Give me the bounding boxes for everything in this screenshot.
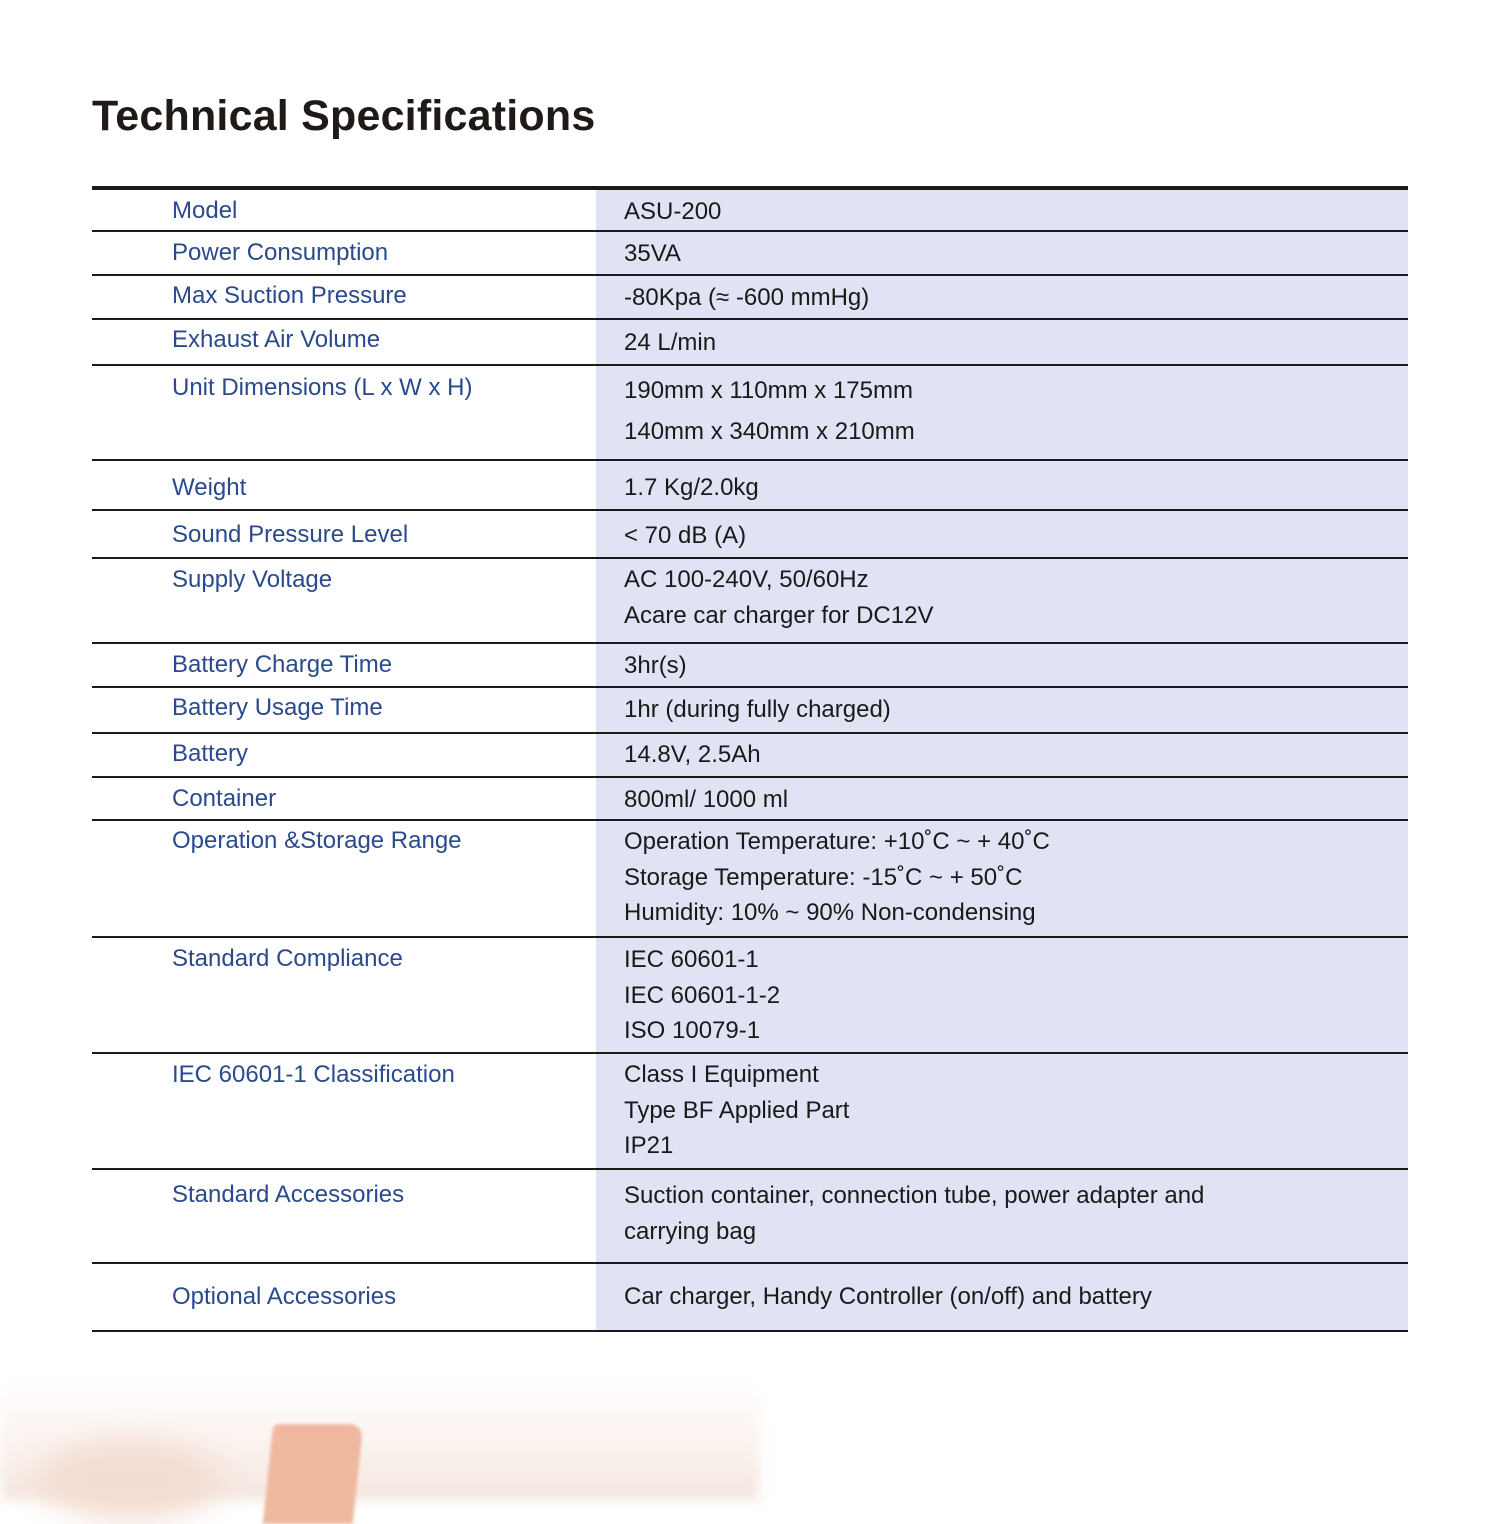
spec-value-line: ASU-200 [624, 198, 722, 225]
spec-row [92, 1170, 1408, 1264]
spec-value-line: IP21 [624, 1132, 674, 1159]
spec-value [596, 938, 1408, 1052]
spec-row [92, 938, 1408, 1054]
spec-value-line: 1.7 Kg/2.0kg [624, 474, 759, 501]
spec-value [596, 366, 1408, 459]
spec-label: Battery [92, 734, 596, 776]
spec-label: Container [92, 778, 596, 819]
spec-label: Unit Dimensions (L x W x H) [92, 366, 596, 459]
spec-row [92, 276, 1408, 320]
spec-label: Model [92, 190, 596, 230]
spec-value-line: 35VA [624, 240, 681, 267]
spec-value-line: 24 L/min [624, 329, 717, 356]
spec-row [92, 461, 1408, 511]
spec-label: Battery Charge Time [92, 644, 596, 686]
spec-label: Power Consumption [92, 232, 596, 274]
spec-value-line: 140mm x 340mm x 210mm [624, 418, 915, 445]
product-photo-blur [40, 1440, 220, 1520]
spec-row [92, 559, 1408, 644]
spec-value-line: Acare car charger for DC12V [624, 601, 934, 629]
spec-value-line: 800ml/ 1000 ml [624, 786, 789, 813]
spec-value [596, 461, 1408, 509]
spec-row [92, 734, 1408, 778]
spec-value [596, 320, 1408, 364]
spec-value-line: Car charger, Handy Controller (on/off) and battery [624, 1283, 1152, 1310]
spec-value [596, 511, 1408, 557]
spec-label: Supply Voltage [92, 559, 596, 642]
spec-value-line: IEC 60601-1-2 [624, 981, 781, 1009]
spec-value-line: Suction container, connection tube, power adapter and [624, 1182, 1205, 1209]
spec-table [92, 186, 1408, 1332]
spec-value-line: 3hr(s) [624, 652, 687, 679]
spec-value-line: IEC 60601-1 [624, 946, 759, 973]
spec-row [92, 511, 1408, 559]
spec-value-line: Type BF Applied Part [624, 1096, 850, 1124]
spec-label: Operation &Storage Range [92, 821, 596, 936]
spec-row [92, 688, 1408, 734]
spec-label: Optional Accessories [92, 1264, 596, 1330]
spec-row [92, 821, 1408, 938]
spec-value [596, 1054, 1408, 1168]
spec-value [596, 1264, 1408, 1330]
spec-row [92, 320, 1408, 366]
spec-value [596, 734, 1408, 776]
spec-label: Max Suction Pressure [92, 276, 596, 318]
spec-value [596, 232, 1408, 274]
spec-label: Standard Compliance [92, 938, 596, 1052]
spec-row [92, 1054, 1408, 1170]
spec-value-line: ISO 10079-1 [624, 1017, 761, 1044]
spec-row [92, 190, 1408, 232]
spec-value-line: < 70 dB (A) [624, 522, 747, 549]
spec-value-line: -80Kpa (≈ -600 mmHg) [624, 284, 870, 311]
spec-value-line: carrying bag [624, 1217, 757, 1245]
spec-value-line: Class I Equipment [624, 1061, 819, 1088]
page-title: Technical Specifications [92, 92, 596, 140]
spec-label: IEC 60601-1 Classification [92, 1054, 596, 1168]
spec-value [596, 276, 1408, 318]
spec-label: Sound Pressure Level [92, 511, 596, 557]
spec-value [596, 559, 1408, 642]
spec-row [92, 232, 1408, 276]
spec-value-line: Humidity: 10% ~ 90% Non-condensing [624, 899, 1036, 926]
spec-value-line: 1hr (during fully charged) [624, 696, 891, 723]
spec-row [92, 644, 1408, 688]
product-photo-shape [263, 1424, 364, 1524]
spec-label: Exhaust Air Volume [92, 320, 596, 364]
spec-value [596, 821, 1408, 936]
spec-value-line: Operation Temperature: +10˚C ~ + 40˚C [624, 828, 1050, 855]
spec-value [596, 644, 1408, 686]
spec-value-line: AC 100-240V, 50/60Hz [624, 566, 869, 593]
spec-value [596, 688, 1408, 732]
spec-value-line: 14.8V, 2.5Ah [624, 741, 761, 768]
spec-row [92, 366, 1408, 461]
spec-value [596, 778, 1408, 819]
spec-row [92, 778, 1408, 821]
spec-label: Weight [92, 461, 596, 509]
spec-value [596, 190, 1408, 230]
spec-row [92, 1264, 1408, 1332]
spec-value [596, 1170, 1408, 1262]
spec-label: Standard Accessories [92, 1170, 596, 1262]
spec-label: Battery Usage Time [92, 688, 596, 732]
spec-value-line: Storage Temperature: -15˚C ~ + 50˚C [624, 863, 1023, 891]
spec-value-line: 190mm x 110mm x 175mm [624, 377, 913, 404]
